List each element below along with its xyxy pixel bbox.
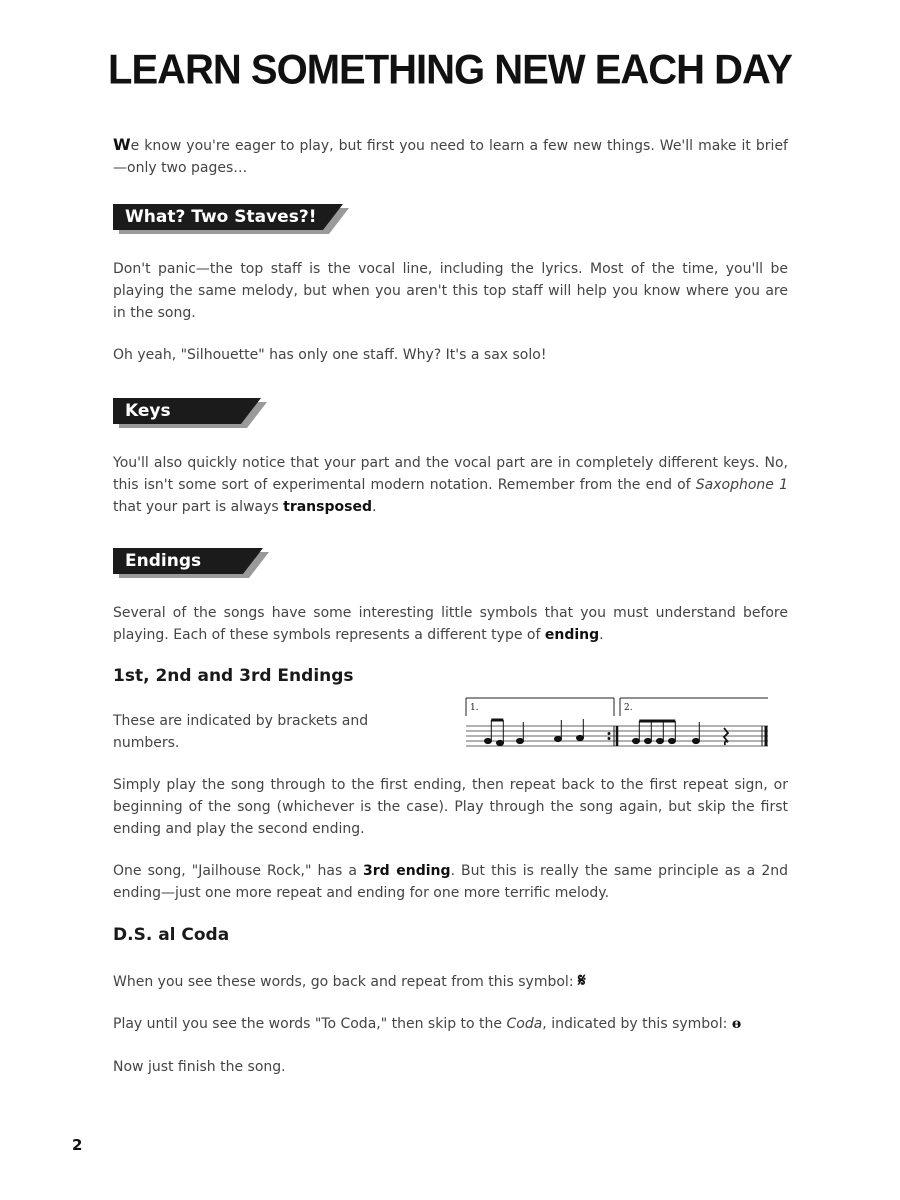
endings-p3-bold: 3rd ending (363, 863, 451, 879)
keys-text-2: that your part is always (113, 499, 284, 515)
endings-text: Several of the songs have some interesting little symbols that you must understand before playing. Each of these symbols represents a different type of (113, 605, 788, 643)
section-heading-endings: Endings (125, 551, 202, 571)
endings-bold-text: ending (544, 627, 600, 643)
endings-music-example (462, 694, 772, 760)
keys-text: You'll also quickly notice that your part and the vocal part are in completely different keys. No, this isn't some sort of experimental modern notation. Remember from the end of (113, 455, 788, 493)
ending-label-1: 1. (470, 703, 479, 713)
page-title: LEARN SOMETHING NEW EACH DAY (108, 46, 792, 94)
coda-p2-text: Play until you see the words "To Coda," then skip to the (113, 1016, 507, 1032)
subheading-coda: D.S. al Coda (113, 925, 230, 945)
intro-paragraph (113, 134, 788, 179)
drop-letter: W (113, 135, 131, 154)
music-staff-figure (462, 694, 772, 756)
page-number: 2 (72, 1136, 83, 1154)
coda-paragraph-3: Now just finish the song. (113, 1059, 286, 1075)
endings-p3-text-2: . But this is really the same principle as a 2nd ending—just one more repeat and ending for one more terrific melody. (113, 863, 788, 901)
staves-paragraph-2: Oh yeah, "Silhouette" has only one staff. Why? It's a sax solo! (113, 347, 547, 363)
coda-p2-text-2: , indicated by this symbol: (542, 1016, 728, 1032)
coda-icon: ɵ (731, 1016, 742, 1032)
endings-paragraph (113, 602, 788, 646)
endings-paragraph-3 (113, 860, 788, 904)
subheading-endings: 1st, 2nd and 3rd Endings (113, 666, 354, 686)
segno-icon: 𝄋 (577, 970, 586, 991)
section-banner-keys (113, 398, 261, 424)
coda-paragraph-2 (113, 1013, 788, 1035)
section-banner-endings (113, 548, 263, 574)
endings-paragraph-2: Simply play the song through to the first ending, then repeat back to the first repeat sign, or beginning of the song (whichever is the case). Play through the song again, but skip the first ending and play the second ending. (113, 777, 788, 837)
coda-p1-text: When you see these words, go back and repeat from this symbol: (113, 974, 574, 990)
section-heading-staves: What? Two Staves?! (125, 207, 317, 227)
keys-bold-text: transposed (283, 499, 372, 515)
section-heading-keys: Keys (125, 401, 171, 421)
coda-paragraph-1 (113, 970, 788, 993)
section-banner-staves (113, 204, 343, 230)
keys-italic-text: Saxophone 1 (695, 477, 788, 493)
endings-text-2: . (599, 627, 604, 643)
endings-brackets-paragraph: These are indicated by brackets and numbers. (113, 713, 369, 751)
keys-text-3: . (371, 499, 377, 515)
keys-paragraph (113, 452, 788, 518)
endings-p3-text: One song, "Jailhouse Rock," has a (113, 863, 364, 879)
staves-paragraph-1: Don't panic—the top staff is the vocal line, including the lyrics. Most of the time, you'll be playing the same melody, but when you aren't this top staff will help you know where you are in the song. (113, 261, 788, 321)
coda-p2-italic: Coda (506, 1016, 543, 1032)
intro-text: e know you're eager to play, but first you need to learn a few new things. We'll make it brief—only two pages… (113, 138, 788, 176)
ending-label-2: 2. (624, 703, 633, 713)
